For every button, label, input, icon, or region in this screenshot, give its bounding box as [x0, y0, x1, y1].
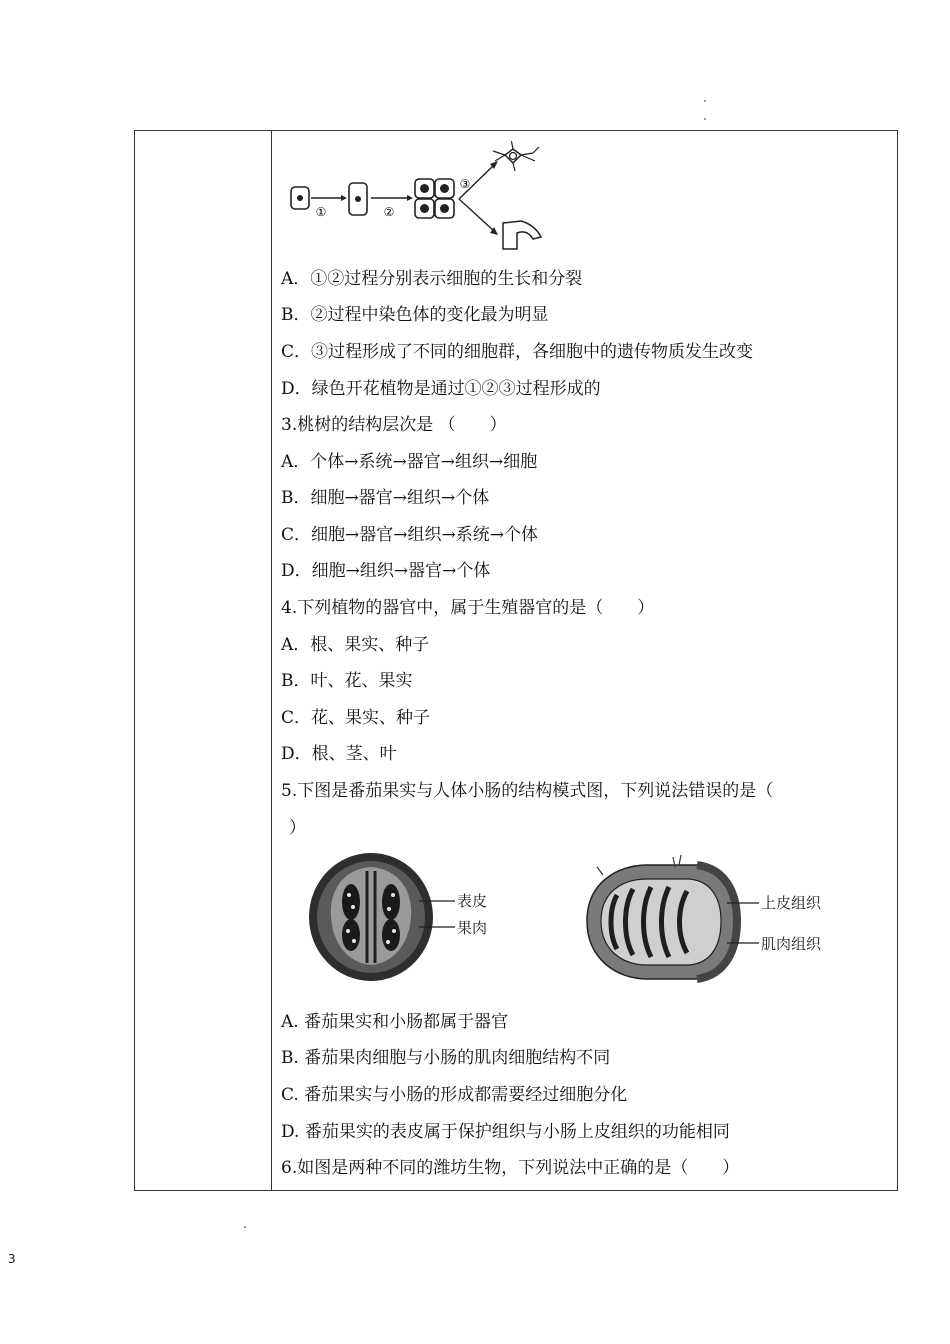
q5-stem: 5.下图是番茄果实与人体小肠的结构模式图，下列说法错误的是（: [281, 781, 774, 801]
q2-option-b: B．②过程中染色体的变化最为明显: [281, 305, 549, 325]
tomato-skin-label: 表皮: [457, 892, 488, 910]
q5-option-c: C. 番茄果实与小肠的形成都需要经过细胞分化: [281, 1085, 628, 1105]
root-hair-cell: [503, 221, 541, 249]
q5-option-b: B. 番茄果肉细胞与小肠的肌肉细胞结构不同: [281, 1048, 611, 1068]
scan-speck: [244, 1226, 246, 1228]
nerve-like-cell: [493, 141, 539, 171]
intestine-epithelium-label: 上皮组织: [761, 894, 822, 912]
q2-option-c: C．③过程形成了不同的细胞群，各细胞中的遗传物质发生改变: [281, 342, 754, 362]
q4-option-d: D．根、茎、叶: [281, 744, 397, 764]
q5-option-d: D. 番茄果实的表皮属于保护组织与小肠上皮组织的功能相同: [281, 1122, 730, 1142]
q3-option-d: D．细胞→组织→器官→个体: [281, 561, 491, 581]
cell-division-figure: [289, 141, 559, 251]
q2-option-d: D．绿色开花植物是通过①②③过程形成的: [281, 379, 601, 399]
q4-option-a: A．根、果实、种子: [281, 635, 430, 655]
q3-option-b: B．细胞→器官→组织→个体: [281, 488, 490, 508]
q3-option-a: A．个体→系统→器官→组织→细胞: [281, 452, 538, 472]
q6-stem: 6.如图是两种不同的潍坊生物，下列说法中正确的是（ ）: [281, 1158, 740, 1178]
tomato-flesh-label: 果肉: [457, 919, 488, 937]
q3-stem: 3.桃树的结构层次是 （ ）: [281, 415, 507, 435]
q5-option-a: A. 番茄果实和小肠都属于器官: [281, 1012, 509, 1032]
scan-speck: [704, 100, 706, 102]
small-intestine-figure: [577, 855, 847, 987]
q2-option-a: A．①②过程分别表示细胞的生长和分裂: [281, 269, 583, 289]
tomato-cross-section-figure: [303, 847, 513, 987]
q5-stem-close: ）: [289, 818, 306, 838]
table-content-cell: [281, 131, 891, 1190]
intestine-muscle-label: 肌肉组织: [761, 935, 822, 953]
q4-option-b: B．叶、花、果实: [281, 671, 413, 691]
step-3-label: ③: [459, 177, 471, 191]
page-number: 3: [8, 1252, 16, 1266]
q4-option-c: C．花、果实、种子: [281, 708, 431, 728]
step-1-label: ①: [315, 205, 327, 219]
question-table: [134, 130, 898, 1191]
q3-option-c: C．细胞→器官→组织→系统→个体: [281, 525, 538, 545]
q4-stem: 4.下列植物的器官中，属于生殖器官的是（ ）: [281, 598, 655, 618]
four-cells: [415, 179, 454, 218]
step-2-label: ②: [383, 205, 395, 219]
table-left-column: [135, 131, 272, 1190]
scan-speck: [704, 118, 706, 120]
